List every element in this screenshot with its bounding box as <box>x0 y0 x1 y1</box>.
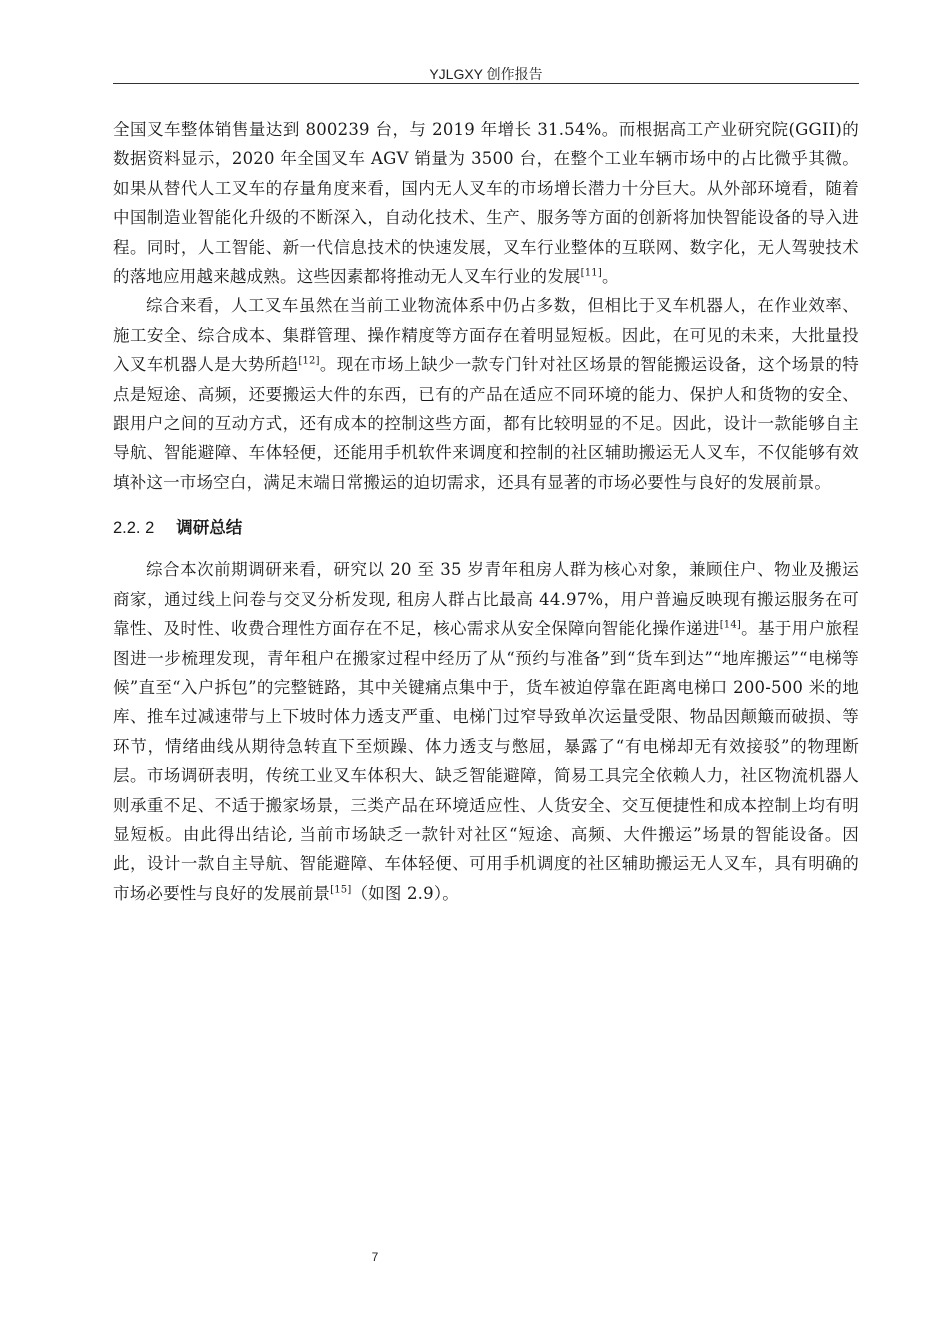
section-title: 调研总结 <box>176 519 243 538</box>
paragraph-text: 综合来看，人工叉车虽然在当前工业物流体系中仍占多数，但相比于叉车机器人，在作业效率、施工安全、综合成本、集群管理、操作精度等方面存在着明显短板。因此，在可见的未来，大批量投入叉车机器人是大势所趋 <box>113 296 859 375</box>
page-header: YJLGXY 创作报告 <box>429 66 543 82</box>
citation: [12] <box>298 355 320 367</box>
header-divider <box>113 83 859 84</box>
citation: [14] <box>719 619 742 631</box>
paragraph-text: 。基于用户旅程图进一步梳理发现，青年租户在搬家过程中经历了从“预约与准备”到“货车到达”“地库搬运”“电梯等候”直至“入户拆包”的完整链路，其中关键痛点集中于，货车被迫停靠在距离电梯口 200-500 米的地库、推车过减速带与上下坡时体力透支严重、电梯门过窄导致单次运量受限、物品因颠簸而破损、等环节，情绪曲线从期待急转直下至烦躁、体力透支与憋屈，暴露了“有电梯却无有效接驳”的物理断层。市场调研表明，传统工业叉车体积大、缺乏智能避障，简易工具完全依赖人力，社区物流机器人则承重不足、不适于搬家场景，三类产品在环境适应性、人货安全、交互便捷性和成本控制上均有明显短板。由此得出结论, 当前市场缺乏一款针对社区“短途、高频、大件搬运”场景的智能设备。因此，设计一款自主导航、智能避障、车体轻便、可用手机调度的社区辅助搬运无人叉车，具有明确的市场必要性与良好的发展前景 <box>113 619 860 903</box>
citation: [11] <box>580 267 602 279</box>
paragraph-research-summary <box>113 555 859 908</box>
page-number: 7 <box>371 1250 379 1264</box>
paragraph-text: 。现在市场上缺少一款专门针对社区场景的智能搬运设备，这个场景的特点是短途、高频，还要搬运大件的东西，已有的产品在适应不同环境的能力、保护人和货物的安全、跟用户之间的互动方式，还有成本的控制这些方面，都有比较明显的不足。因此，设计一款能够自主导航、智能避障、车体轻便，还能用手机软件来调度和控制的社区辅助搬运无人叉车，不仅能够有效填补这一市场空白，满足末端日常搬运的迫切需求，还具有显著的市场必要性与良好的发展前景。 <box>113 355 860 492</box>
paragraph-market-growth <box>113 115 859 291</box>
paragraph-text: 。 <box>601 267 619 287</box>
citation: [15] <box>330 884 352 896</box>
paragraph-text: 综合本次前期调研来看，研究以 20 至 35 岁青年租房人群为核心对象，兼顾住户、物业及搬运商家，通过线上问卷与交叉分析发现, 租房人群占比最高 44.97%，用户普遍反映现有搬运服务在可靠性、及时性、收费合理性方面存在不足，核心需求从安全保障向智能化操作递进 <box>113 560 859 639</box>
paragraph-summary <box>113 291 859 497</box>
paragraph-text: 全国叉车整体销售量达到 800239 台，与 2019 年增长 31.54%。而根据高工产业研究院(GGII)的数据资料显示，2020 年全国叉车 AGV 销量为 3500 台，在整个工业车辆市场中的占比微乎其微。如果从替代人工叉车的存量角度来看，国内无人叉车的市场增长潜力十分巨大。从外部环境看，随着中国制造业智能化升级的不断深入，自动化技术、生产、服务等方面的创新将加快智能设备的导入进程。同时，人工智能、新一代信息技术的快速发展，叉车行业整体的互联网、数字化，无人驾驶技术的落地应用越来越成熟。这些因素都将推动无人叉车行业的发展 <box>113 120 859 287</box>
document-body <box>113 115 859 908</box>
section-number: 2.2. 2 <box>113 519 155 538</box>
paragraph-text: （如图 2.9）。 <box>351 883 459 903</box>
section-heading <box>113 513 859 543</box>
